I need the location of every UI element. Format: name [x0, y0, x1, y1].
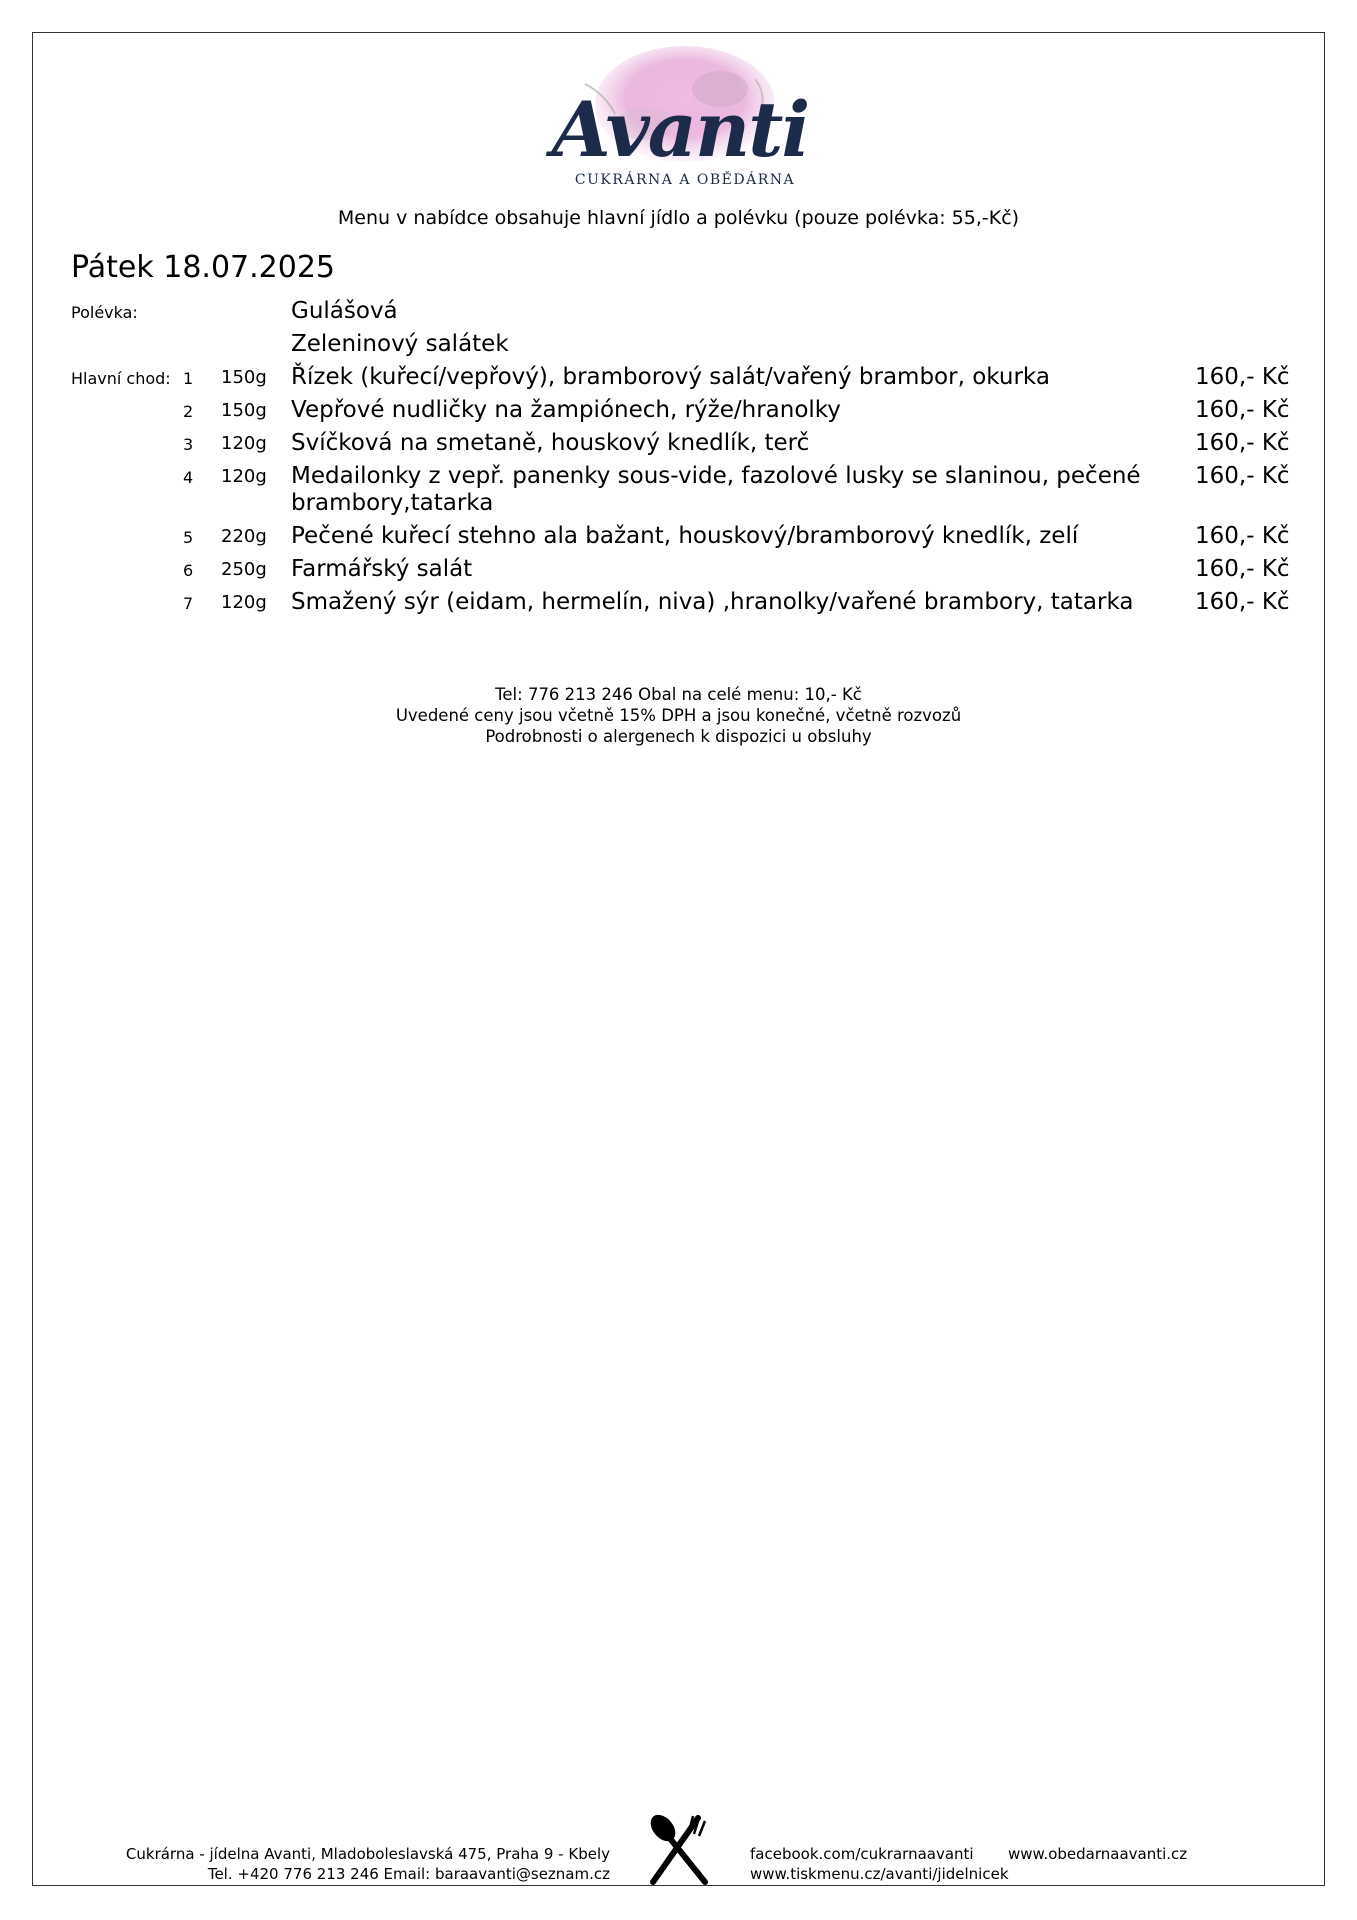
item-number: 5	[183, 528, 194, 547]
item-number: 7	[183, 594, 194, 613]
item-name: Svíčková na smetaně, houskový knedlík, terč	[291, 430, 810, 456]
item-weight: 150g	[221, 400, 267, 421]
phone-packaging-note: Tel: 776 213 246 Obal na celé menu: 10,- Kč	[495, 685, 862, 704]
logo-subtitle: CUKRÁRNA A OBĚDÁRNA	[574, 172, 796, 188]
footer-address: Cukrárna - jídelna Avanti, Mladoboleslavská 475, Praha 9 - Kbely	[125, 1845, 610, 1863]
vat-note: Uvedené ceny jsou včetně 15% DPH a jsou konečné, včetně rozvozů	[395, 706, 962, 725]
item-weight: 250g	[221, 559, 267, 580]
soup-label: Polévka:	[71, 303, 138, 322]
footer-tiskmenu-link[interactable]: www.tiskmenu.cz/avanti/jidelnicek	[750, 1865, 1009, 1883]
item-name: Pečené kuřecí stehno ala bažant, houskový/bramborový knedlík, zelí	[291, 523, 1079, 549]
item-name: Medailonky z vepř. panenky sous-vide, fazolové lusky se slaninou, pečené brambory,tatarka	[291, 463, 1141, 516]
item-price: 160,- Kč	[1195, 463, 1290, 489]
item-price: 160,- Kč	[1195, 397, 1290, 423]
menu-intro: Menu v nabídce obsahuje hlavní jídlo a polévku (pouze polévka: 55,-Kč)	[337, 207, 1020, 229]
item-price: 160,- Kč	[1195, 430, 1290, 456]
item-name: Smažený sýr (eidam, hermelín, niva) ,hranolky/vařené brambory, tatarka	[291, 589, 1134, 615]
item-name: Vepřové nudličky na žampiónech, rýže/hranolky	[291, 397, 841, 423]
item-number: 4	[183, 468, 194, 487]
item-price: 160,- Kč	[1195, 523, 1290, 549]
item-weight: 150g	[221, 367, 267, 388]
menu-date: Pátek 18.07.2025	[71, 250, 336, 285]
avanti-logo	[545, 44, 815, 194]
soup-item: Gulášová	[291, 298, 398, 324]
item-weight: 120g	[221, 466, 267, 487]
item-number: 6	[183, 561, 194, 580]
main-course-label: Hlavní chod:	[71, 369, 171, 388]
cutlery-icon	[643, 1812, 713, 1887]
footer-contact: Tel. +420 776 213 246 Email: baraavanti@seznam.cz	[207, 1865, 610, 1883]
item-number: 2	[183, 402, 194, 421]
item-price: 160,- Kč	[1195, 364, 1290, 390]
footer-web-link[interactable]: www.obedarnaavanti.cz	[1008, 1845, 1188, 1863]
item-number: 3	[183, 435, 194, 454]
item-weight: 220g	[221, 526, 267, 547]
logo-name: Avanti	[551, 85, 809, 174]
item-weight: 120g	[221, 592, 267, 613]
soup-item: Zeleninový salátek	[291, 331, 509, 357]
item-name: Farmářský salát	[291, 556, 473, 582]
item-weight: 120g	[221, 433, 267, 454]
item-price: 160,- Kč	[1195, 556, 1290, 582]
footer-facebook-link[interactable]: facebook.com/cukrarnaavanti	[750, 1845, 974, 1863]
allergen-note: Podrobnosti o alergenech k dispozici u obsluhy	[485, 727, 872, 746]
item-name: Řízek (kuřecí/vepřový), bramborový salát/vařený brambor, okurka	[291, 364, 1050, 390]
item-number: 1	[183, 369, 194, 388]
item-price: 160,- Kč	[1195, 589, 1290, 615]
